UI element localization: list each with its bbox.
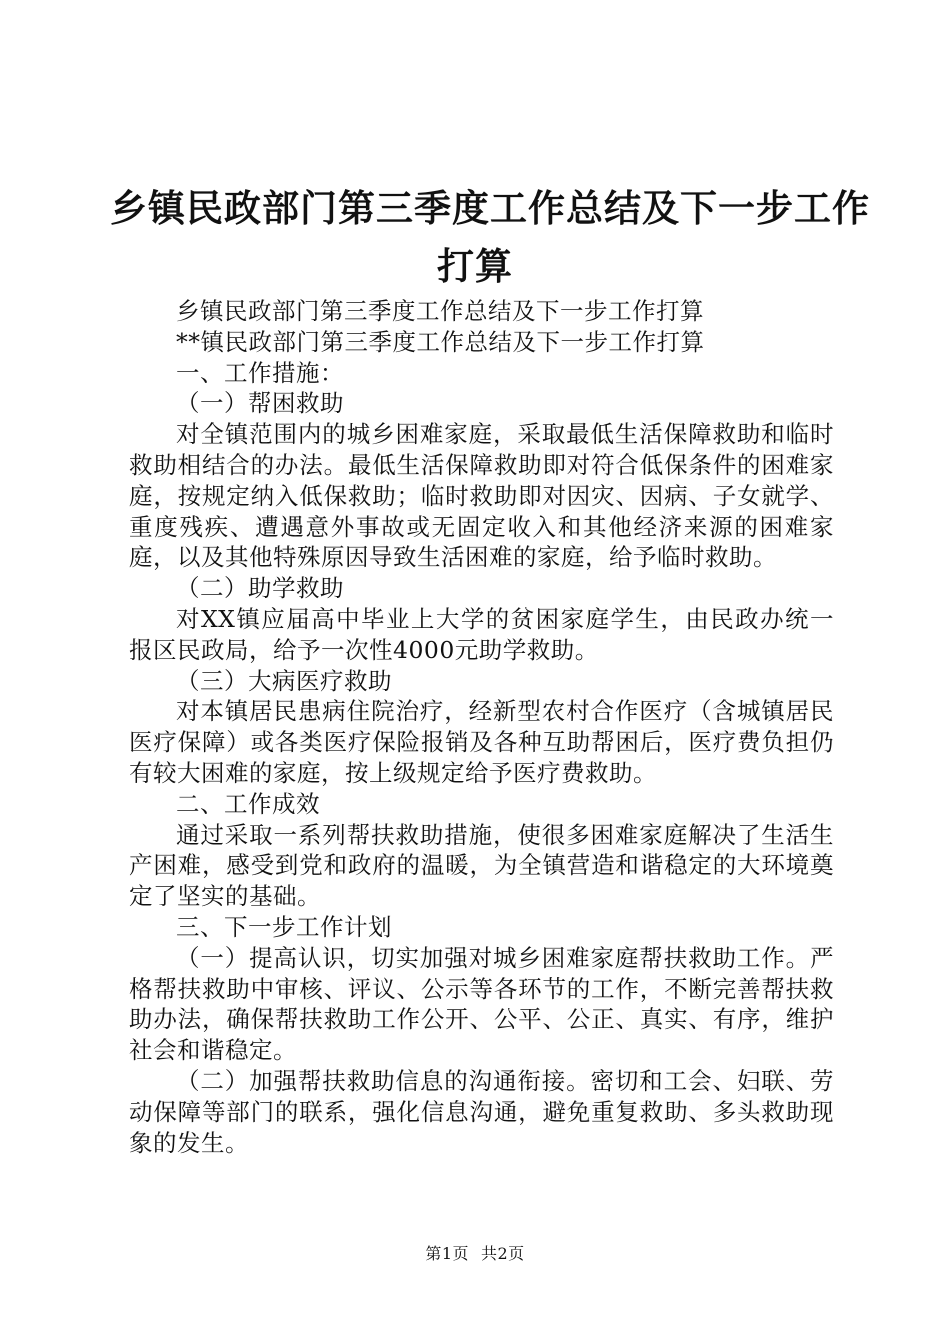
paragraph: （一）提高认识，切实加强对城乡困难家庭帮扶救助工作。严格帮扶救助中审核、评议、公示等各环节的工作，不断完善帮扶救助办法，确保帮扶救助工作公开、公平、公正、真实、有序，维护社会和谐稳定。 xyxy=(129,943,834,1065)
section-heading: 三、下一步工作计划 xyxy=(176,912,392,941)
subsection-heading: （一）帮困救助 xyxy=(176,389,344,418)
paragraph: 乡镇民政部门第三季度工作总结及下一步工作打算 xyxy=(176,297,704,325)
paragraph: 通过采取一系列帮扶救助措施，使很多困难家庭解决了生活生产困难，感受到党和政府的温暖，为全镇营造和谐稳定的大环境奠定了坚实的基础。 xyxy=(129,820,834,911)
page-total: 共2页 xyxy=(481,1244,525,1263)
paragraph: 对本镇居民患病住院治疗，经新型农村合作医疗（含城镇居民医疗保障）或各类医疗保险报销及各种互助帮困后，医疗费负担仍有较大困难的家庭，按上级规定给予医疗费救助。 xyxy=(129,697,834,787)
paragraph: **镇民政部门第三季度工作总结及下一步工作打算 xyxy=(176,327,705,356)
page-number: 第1页 xyxy=(425,1244,469,1263)
subsection-heading: （三）大病医疗救助 xyxy=(176,666,392,695)
paragraph: 对全镇范围内的城乡困难家庭，采取最低生活保障救助和临时救助相结合的办法。最低生活保障救助即对符合低保条件的困难家庭，按规定纳入低保救助；临时救助即对因灾、因病、子女就学、重度残疾、遭遇意外事故或无固定收入和其他经济来源的困难家庭，以及其他特殊原因导致生活困难的家庭，给予临时救助。 xyxy=(129,420,834,572)
paragraph: （二）加强帮扶救助信息的沟通衔接。密切和工会、妇联、劳动保障等部门的联系，强化信息沟通，避免重复救助、多头救助现象的发生。 xyxy=(129,1066,834,1157)
section-heading: 二、工作成效 xyxy=(176,789,320,818)
document-title xyxy=(110,180,870,296)
title-line-2: 打算 xyxy=(437,245,513,288)
document-body xyxy=(129,296,834,1158)
paragraph: 对XX镇应届高中毕业上大学的贫困家庭学生，由民政办统一报区民政局，给予一次性4000元助学救助。 xyxy=(129,604,834,664)
title-line-1: 乡镇民政部门第三季度工作总结及下一步工作 xyxy=(110,187,870,230)
subsection-heading: （二）助学救助 xyxy=(176,574,344,603)
page-footer xyxy=(0,1243,950,1265)
section-heading: 一、工作措施： xyxy=(176,358,344,387)
